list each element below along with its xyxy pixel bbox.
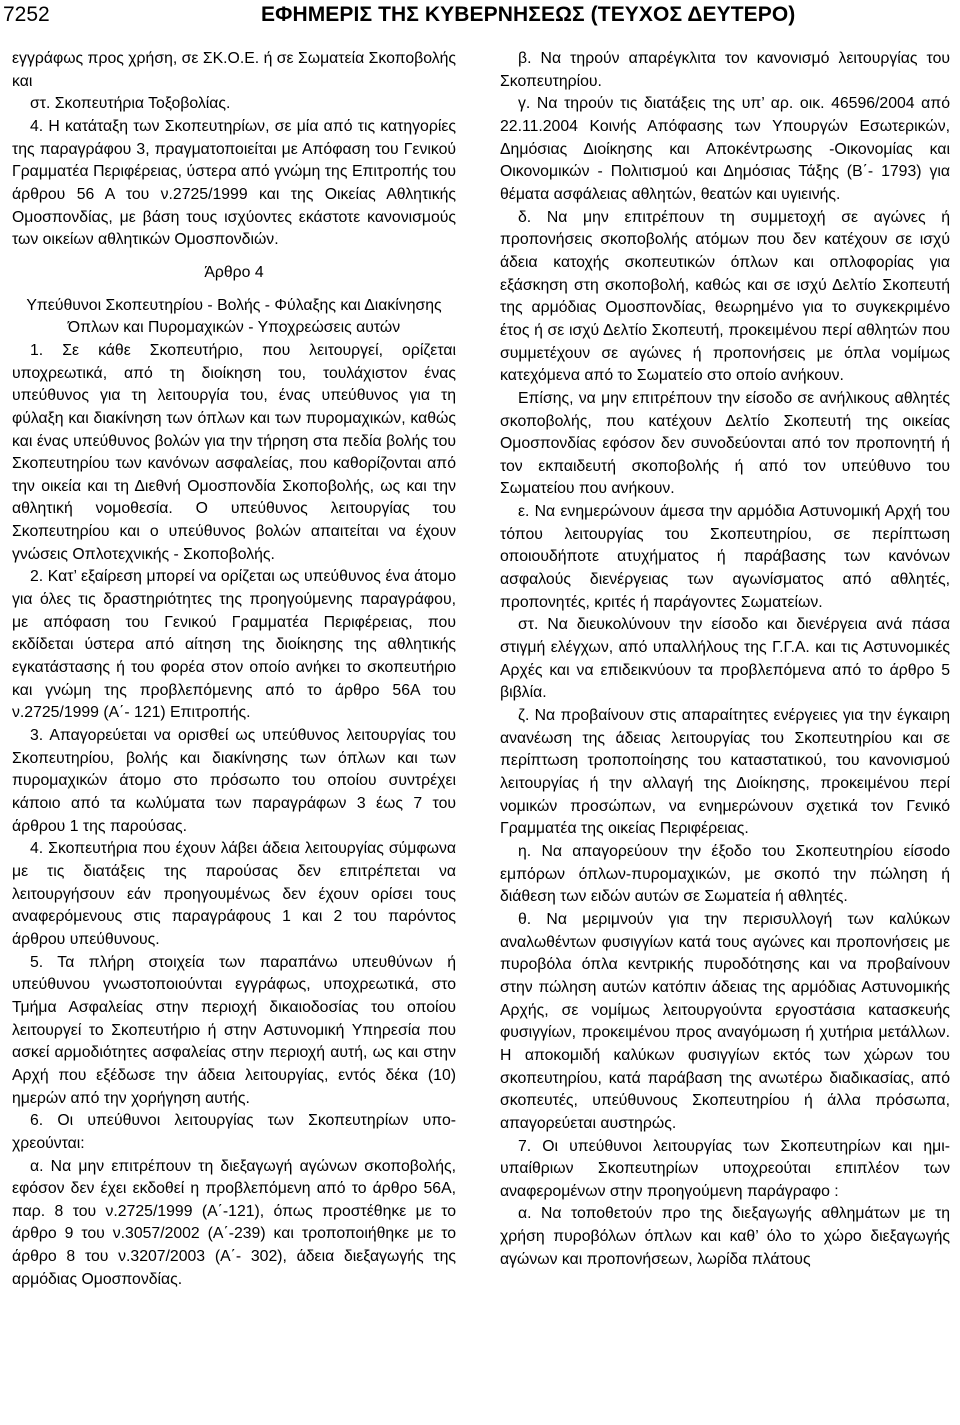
paragraph: 6. Οι υπεύθυνοι λειτουργίας των Σκοπευτηρίων υποχρεούνται:: [12, 1112, 456, 1152]
paragraph: εγγράφως προς χρήση, σε ΣΚ.Ο.Ε. ή σε Σωματεία Σκοποβολής και: [12, 50, 456, 90]
paragraph: 4. Η κατάταξη των Σκοπευτηρίων, σε μία από τις κατηγορίες της παραγράφου 3, πραγματοποιείται με Απόφαση του Γενικού Γραμματέα Περιφέρειας, ύστερα από γνώμη της Επιτροπής του άρθρου 56 Α του ν.2725/1999 και της Οικείας Αθλητικής Ομοσπονδίας, με βάση τους ισχύοντες εκάστοτε κανονισμούς των οικείων αθλητικών Ομοσπονδιών.: [12, 117, 456, 249]
paragraph: η. Να απαγορεύουν την έξοδο του Σκοπευτηρίου είσοdο εμπόρων όπλων-πυρομαχικών, με σκοπό την πώληση ή διάθεση των ειδών αυτών σε Σωματεία ή αθλητές.: [500, 842, 950, 906]
paragraph: α. Να μην επιτρέπουν τη διεξαγωγή αγώνων σκοποβολής, εφόσον δεν έχει εκδοθεί η προβλεπόμενη από το άρθρο 56Α, παρ. 8 του ν.2725/1999 (Α΄-121), όπως προστέθηκε με το άρθρο 9 του ν.3057/2002 (Α΄-239) και τροποποιήθηκε με το άρθρο 8 του ν.3207/2003 (Α΄- 302), άδεια διεξαγωγής της αρμόδιας Ομοσπονδίας.: [12, 1157, 456, 1288]
page-number: 7252: [3, 3, 50, 26]
paragraph: ε. Να ενημερώνουν άμεσα την αρμόδια Αστυνομική Αρχή του τόπου λειτουργίας του Σκοπευτηρίου, σε περίπτωση οποιουδήποτε ατυχήματος ή παράβασης των κανόνων ασφαλούς διενέργειας των αγωνίσματος από αθλητές, προπονητές, κριτές ή παράγοντες Σωματείων.: [500, 503, 950, 611]
paragraph: β. Να τηρούν απαρέγκλιτα τον κανονισμό λειτουργίας του Σκοπευτηρίου.: [500, 50, 950, 90]
article-title: Υπεύθυνοι Σκοπευτηρίου - Βολής - Φύλαξης και Διακίνησης Όπλων και Πυρομαχικών - Υποχρεώσεις αυτών: [26, 296, 442, 337]
paragraph: γ. Να τηρούν τις διατάξεις της υπ’ αρ. οικ. 46596/2004 από 22.11.2004 Κοινής Απόφασης των Υπουργών Εσωτερικών, Δημόσιας Διοίκησης και Αποκέντρωσης -Οικονομίας και Οικονομικών - Πολιτισμού και Δημόσιας Τάξης (Β΄- 1793) για θέματα ασφάλειας αθλητών, θεατών και υγιεινής.: [500, 95, 950, 203]
paragraph: θ. Να μεριμνούν για την περισυλλογή των καλύκων αναλωθέντων φυσιγγίων κατά τους αγώνες και προπονήσεις με πυροβόλα όπλα κεντρικής πυροδότησης και να προβαίνουν στην πώληση αυτών κατόπιν άδειας της αρμόδιας Αστυνομικής Αρχής, σε νομίμως λειτουργούντα εργοστάσια κατασκευής φυσιγγίων, προκειμένου προς αναγόμωση ή χυτήρια μετάλλων. Η αποκομιδή καλύκων φυσιγγίων εκτός των χώρων του σκοπευτηρίου, κατά παράβαση της ανωτέρω διαδικασίας, από σκοπευτές, υπεύθυνους Σκοπευτηρίου ή άλλα πρόσωπα, απαγορεύεται αυστηρώς.: [500, 910, 950, 1132]
paragraph: 5. Τα πλήρη στοιχεία των παραπάνω υπευθύνων ή υπεύθυνου γνωστοποιούνται εγγράφως, υποχρεωτικά, στο Τμήμα Ασφαλείας στην περιοχή δικαιοδοσίας του οποίου λειτουργεί το Σκοπευτήριο ή στην Αστυνομική Υπηρεσία που ασκεί αρμοδιότητες ασφαλείας στην περιοχή αυτή, ως και στην Αρχή που εξέδωσε την άδεια λειτουργίας, εντός δέκα (10) ημερών από την χορήγηση αυτής.: [12, 953, 456, 1107]
paragraph: ζ. Να προβαίνουν στις απαραίτητες ενέργειες για την έγκαιρη ανανέωση της άδειας λειτουργίας του Σκοπευτηρίου και σε περίπτωση τροποποίησης του καταστατικού, του κανονισμού λειτουργίας ή την αλλαγή της Διοίκησης, προκειμένου περί νομικών προσώπων, να ενημερώνουν σχετικά τον Γενικό Γραμματέα της οικείας Περιφέρειας.: [500, 707, 950, 838]
gazette-title: ΕΦΗΜΕΡΙΣ ΤΗΣ ΚΥΒΕΡΝΗΣΕΩΣ (ΤΕΥΧΟΣ ΔΕΥΤΕΡΟ): [261, 3, 796, 26]
paragraph: 3. Απαγορεύεται να ορισθεί ως υπεύθυνος λειτουργίας του Σκοπευτηρίου, βολής και διακίνησης των όπλων και των πυρομαχικών άτομο στο πρόσωπο του οποίου συντρέχει κάποιο από τα κωλύματα των παραγράφων 3 έως 7 του άρθρου 1 της παρούσας.: [12, 727, 456, 835]
paragraph: 2. Κατ’ εξαίρεση μπορεί να ορίζεται ως υπεύθυνος ένα άτομο για όλες τις δραστηριότητες της προηγούμενης παραγράφου, με απόφαση του Γενικού Γραμματέα Περιφέρειας, που εκδίδεται ύστερα από αίτηση της διοίκησης της αθλητικής εγκατάστασης ή του φορέα στον οποίο ανήκει το σκοπευτήριο και γνώμη της προβλεπόμενης από το άρθρο 56Α του ν.2725/1999 (Α΄- 121) Επιτροπής.: [12, 568, 456, 722]
right-column: [500, 48, 950, 1271]
paragraph: 4. Σκοπευτήρια που έχουν λάβει άδεια λειτουργίας σύμφωνα με τις διατάξεις της παρούσας δεν επιτρέπεται να λειτουργήσουν εάν προηγουμένως δεν έχουν ορίσει τους αναφερόμενους στις παραγράφους 1 και 2 του παρόντος άρθρου υπεύθυνους.: [12, 840, 456, 948]
left-column: [12, 48, 456, 1291]
paragraph: 7. Οι υπεύθυνοι λειτουργίας των Σκοπευτηρίων και ημιυπαίθριων Σκοπευτηρίων υποχρεούται επιπλέον των αναφερομένων στην προηγούμενη παράγραφο :: [500, 1137, 950, 1200]
page-header: [0, 2, 960, 32]
paragraph: α. Να τοποθετούν προ της διεξαγωγής αθλημάτων με τη χρήση πυροβόλων όπλων και καθ’ όλο το χώρο διεξαγωγής αγώνων και προπονήσεων, λωρίδα πλάτους: [500, 1205, 950, 1268]
article-heading: Άρθρο 4: [204, 263, 264, 281]
paragraph: 1. Σε κάθε Σκοπευτήριο, που λειτουργεί, ορίζεται υποχρεωτικά, από τη διοίκηση του, τουλάχιστον ένας υπεύθυνος για τη λειτουργία του, ένας υπεύθυνος για τη φύλαξη και διακίνηση των όπλων και των πυρομαχικών, καθώς και ένας υπεύθυνος βολών για την τήρηση στα πεδία βολής του Σκοπευτηρίου των κανόνων ασφαλείας, που καθορίζονται από την οικεία και τη Διεθνή Ομοσπονδία Σκοποβολής, ως και την αθλητική νομοθεσία. Ο υπεύθυνος λειτουργίας του Σκοπευτηρίου και ο υπεύθυνος βολών απαιτείται να έχουν γνώσεις Οπλοτεχνικής - Σκοποβολής.: [12, 341, 456, 563]
paragraph: Επίσης, να μην επιτρέπουν την είσοδο σε ανήλικους αθλητές σκοποβολής, που κατέχουν Δελτίο Σκοπευτή της οικείας Ομοσπονδίας εφόσον δεν συνοδεύονται από τον προπονητή ή τον εκπαιδευτή σκοποβολής ή από τον υπεύθυνο του Σωματείου που ανήκουν.: [500, 389, 950, 498]
paragraph: στ. Σκοπευτήρια Τοξοβολίας.: [30, 95, 231, 113]
paragraph: στ. Να διευκολύνουν την είσοδο και διενέργεια ανά πάσα στιγμή ελέγχων, από υπαλλήλους της Γ.Γ.Α. και τις Αστυνομικές Αρχές και να επιδεικνύουν τα προβλεπόμενα από το άρθρο 5 βιβλία.: [500, 616, 950, 702]
paragraph: δ. Να μην επιτρέπουν τη συμμετοχή σε αγώνες ή προπονήσεις σκοποβολής ατόμων που δεν κατέχουν σε ισχύ άδεια κατοχής σκοπευτικών όπλων και οπλοφορίας για εξάσκηση στη σκοποβολή, καθώς και σε ισχύ Δελτίο Σκοπευτή της αρμόδιας Ομοσπονδίας, θεωρημένο για το συγκεκριμένο έτος ή σε ισχύ Δελτίο Σκοπευτή, προκειμένου περί αθλητών που συμμετέχουν σε αγώνες ή προπονήσεις με όπλα νομίμως κατεχόμενα από το Σωματείο στο οποίο ανήκουν.: [500, 208, 950, 385]
